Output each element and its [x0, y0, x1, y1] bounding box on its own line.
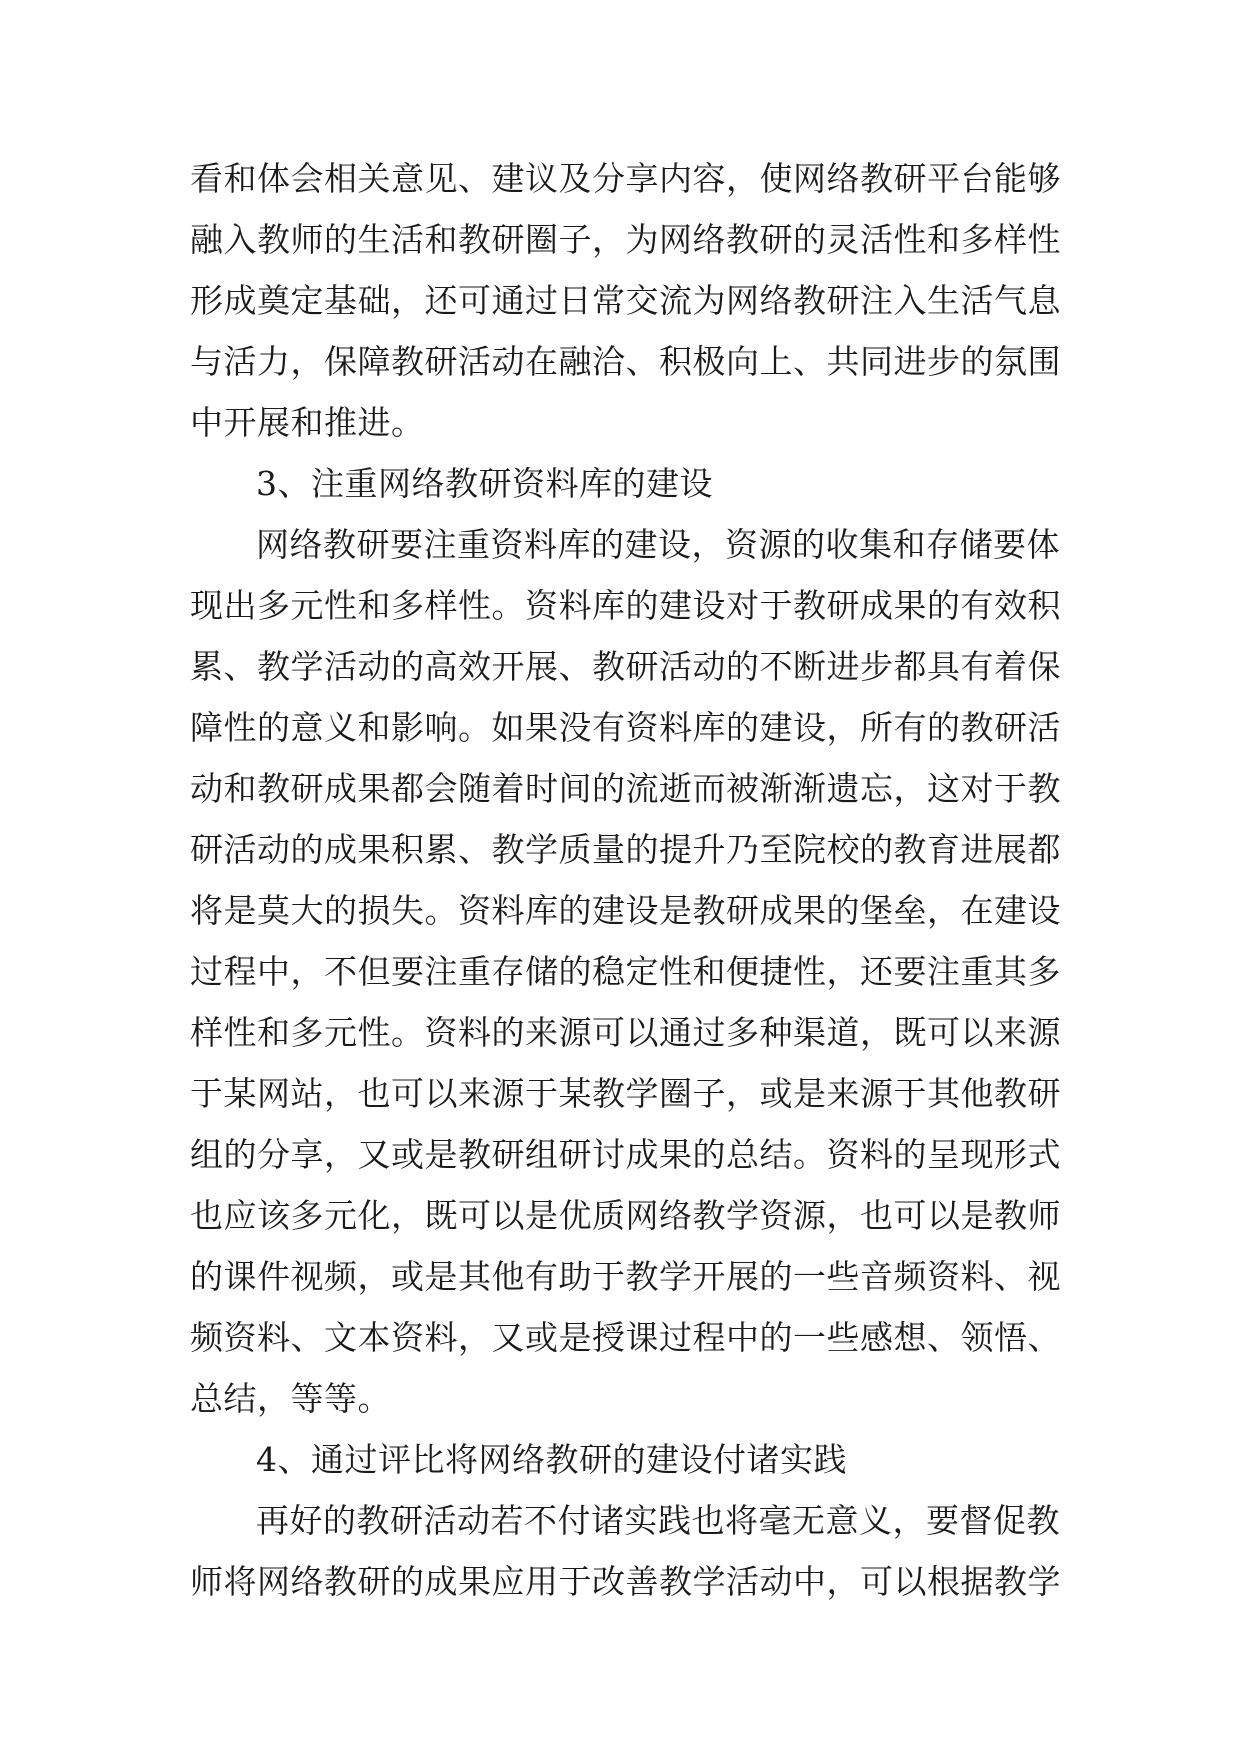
text-line: 融入教师的生活和教研圈子，为网络教研的灵活性和多样性	[190, 220, 1061, 259]
section-heading-3: 3、注重网络教研资料库的建设	[256, 464, 713, 503]
text-line: 再好的教研活动若不付诸实践也将毫无意义，要督促教	[256, 1501, 1060, 1540]
text-line: 总结，等等。	[190, 1379, 391, 1418]
text-line: 与活力，保障教研活动在融洽、积极向上、共同进步的氛围	[190, 342, 1061, 381]
text-line: 过程中，不但要注重存储的稳定性和便捷性，还要注重其多	[190, 952, 1061, 991]
text-line: 现出多元性和多样性。资料库的建设对于教研成果的有效积	[190, 586, 1061, 625]
body-text	[190, 148, 1061, 1612]
text-line: 将是莫大的损失。资料库的建设是教研成果的堡垒，在建设	[190, 891, 1061, 930]
text-line: 也应该多元化，既可以是优质网络教学资源，也可以是教师	[190, 1196, 1061, 1235]
text-line: 网络教研要注重资料库的建设，资源的收集和存储要体	[256, 525, 1060, 564]
text-line: 频资料、文本资料，又或是授课过程中的一些感想、领悟、	[190, 1318, 1061, 1357]
text-line: 动和教研成果都会随着时间的流逝而被渐渐遗忘，这对于教	[190, 769, 1061, 808]
text-line: 研活动的成果积累、教学质量的提升乃至院校的教育进展都	[190, 830, 1061, 869]
text-line: 样性和多元性。资料的来源可以通过多种渠道，既可以来源	[190, 1013, 1061, 1052]
text-line: 累、教学活动的高效开展、教研活动的不断进步都具有着保	[190, 647, 1061, 686]
text-line: 师将网络教研的成果应用于改善教学活动中，可以根据教学	[190, 1562, 1061, 1601]
text-line: 中开展和推进。	[190, 403, 425, 442]
section-heading-4: 4、通过评比将网络教研的建设付诸实践	[256, 1440, 847, 1479]
text-line: 于某网站，也可以来源于某教学圈子，或是来源于其他教研	[190, 1074, 1061, 1113]
text-line: 组的分享，又或是教研组研讨成果的总结。资料的呈现形式	[190, 1135, 1061, 1174]
text-line: 看和体会相关意见、建议及分享内容，使网络教研平台能够	[190, 159, 1061, 198]
text-line: 形成奠定基础，还可通过日常交流为网络教研注入生活气息	[190, 281, 1061, 320]
text-line: 障性的意义和影响。如果没有资料库的建设，所有的教研活	[190, 708, 1061, 747]
text-line: 的课件视频，或是其他有助于教学开展的一些音频资料、视	[190, 1257, 1061, 1296]
